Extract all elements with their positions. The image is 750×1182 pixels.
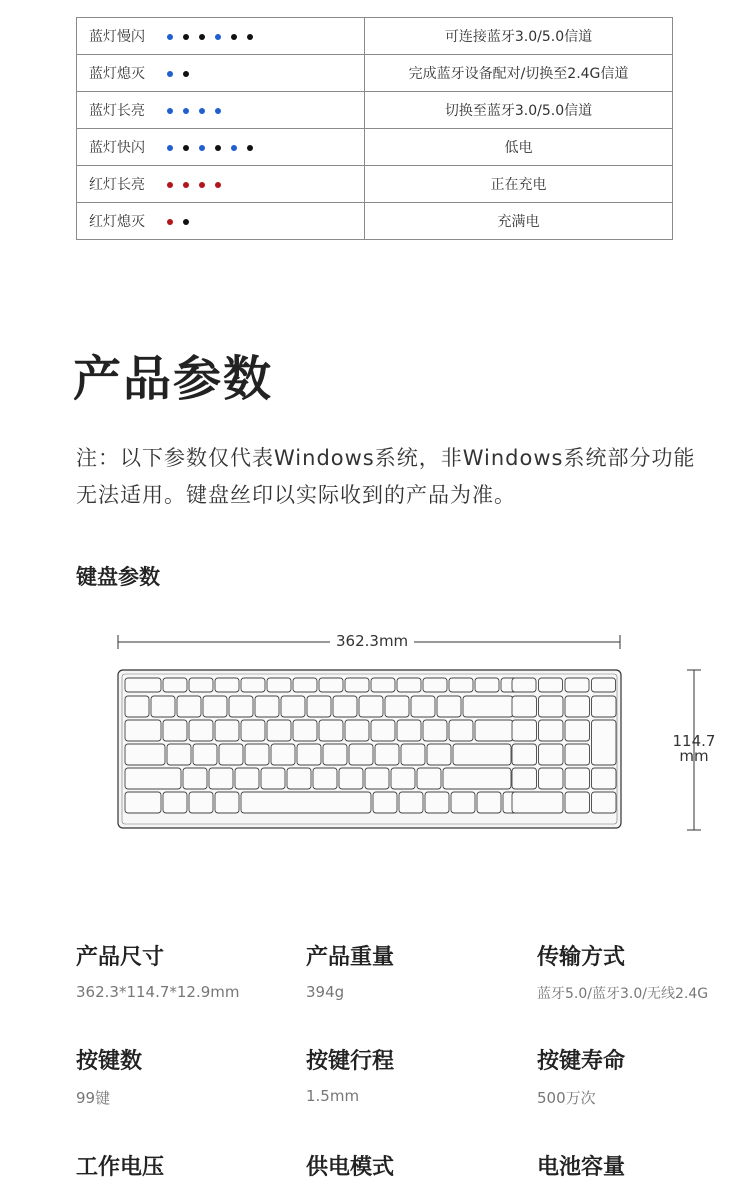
spec-label-key-travel: 按键行程 [306,1049,395,1074]
keyboard-key [427,744,451,765]
keyboard-key [245,744,269,765]
keyboard-key [203,696,227,717]
indicator-dot [167,219,173,225]
keyboard-key [385,696,409,717]
keyboard-key [215,678,239,692]
keyboard-key [281,696,305,717]
keyboard-key [209,768,233,789]
spec-value-key-count: 99键 [76,1089,111,1107]
keyboard-key [345,720,369,741]
keyboard-key [475,678,499,692]
indicator-dot [247,145,253,151]
spec-value-weight: 394g [306,983,345,1001]
keyboard-key [565,720,590,741]
indicator-dot [199,34,205,40]
keyboard-key [397,720,421,741]
keyboard-key [423,720,447,741]
keyboard-key [193,744,217,765]
keyboard-key [183,768,207,789]
keyboard-key [177,696,201,717]
indicator-dot [183,108,189,114]
keyboard-key [167,744,191,765]
keyboard-keys [125,678,616,813]
indicator-dot [167,108,173,114]
indicator-dot [231,34,237,40]
keyboard-key [267,678,291,692]
keyboard-key [592,720,617,765]
keyboard-key [241,720,265,741]
keyboard-specs-title: 键盘参数 [76,565,160,589]
keyboard-key [449,678,473,692]
indicator-dot [199,145,205,151]
keyboard-key [565,768,590,789]
spec-value-size: 362.3*114.7*12.9mm [76,983,240,1001]
keyboard-key [477,792,501,813]
indicator-status-table [76,17,673,240]
section-title: 产品参数 [73,351,274,407]
keyboard-key [163,720,187,741]
light-meaning-label: 可连接蓝牙3.0/5.0信道 [365,18,673,55]
keyboard-key [565,678,589,692]
keyboard-key [371,720,395,741]
keyboard-key [219,744,243,765]
keyboard-key [359,696,383,717]
keyboard-height-label: 114.7 mm [672,732,716,765]
keyboard-key [125,696,149,717]
keyboard-key [349,744,373,765]
keyboard-key [163,792,187,813]
light-state-label: 红灯长亮 [89,177,145,193]
indicator-dots [167,177,231,193]
spec-label-voltage: 工作电压 [76,1155,165,1180]
keyboard-key [307,696,331,717]
keyboard-key [512,768,537,789]
keyboard-key [313,768,337,789]
spec-label-weight: 产品重量 [306,945,395,970]
light-state-label: 蓝灯慢闪 [89,29,145,45]
table-row [77,92,673,129]
indicator-dots [167,29,263,45]
keyboard-key [323,744,347,765]
keyboard-key [345,678,369,692]
spec-value-key-travel: 1.5mm [306,1087,360,1105]
spec-value-key-life: 500万次 [537,1089,596,1107]
table-row [77,203,673,240]
keyboard-key [293,678,317,692]
indicator-dot [167,182,173,188]
keyboard-key [512,678,536,692]
keyboard-key [151,696,175,717]
keyboard-key [565,696,590,717]
keyboard-key [425,792,449,813]
disclaimer-note: 注：以下参数仅代表Windows系统，非Windows系统部分功能无法适用。键盘丝印以实际收到的产品为准。 [76,446,696,507]
keyboard-key [401,744,425,765]
keyboard-key [453,744,511,765]
indicator-dot [215,34,221,40]
keyboard-key [512,696,537,717]
keyboard-key [125,744,165,765]
indicator-dots [167,103,231,119]
keyboard-key [592,696,617,717]
indicator-dots [167,214,199,230]
table-row [77,129,673,166]
indicator-dot [215,145,221,151]
keyboard-key [411,696,435,717]
keyboard-key [125,720,161,741]
keyboard-key [417,768,441,789]
keyboard-key [241,792,371,813]
keyboard-key [235,768,259,789]
indicator-dot [167,71,173,77]
keyboard-key [333,696,357,717]
indicator-dot [183,145,189,151]
keyboard-key [539,744,564,765]
keyboard-key [463,696,513,717]
keyboard-key [512,720,537,741]
indicator-dot [183,34,189,40]
spec-label-key-life: 按键寿命 [537,1049,626,1074]
keyboard-width-label: 362.3mm [330,632,414,650]
indicator-dot [199,108,205,114]
keyboard-key [125,678,161,692]
spec-label-key-count: 按键数 [76,1049,143,1074]
keyboard-key [163,678,187,692]
keyboard-key [592,768,617,789]
keyboard-key [189,720,213,741]
keyboard-key [539,720,564,741]
indicator-dot [183,219,189,225]
keyboard-key [443,768,511,789]
spec-label-transmission: 传输方式 [537,945,626,970]
indicator-dots [167,140,263,156]
keyboard-key [565,792,590,813]
keyboard-key [539,678,563,692]
spec-label-power-mode: 供电模式 [306,1155,395,1180]
spec-label-size: 产品尺寸 [76,945,165,970]
indicator-dot [167,145,173,151]
keyboard-key [319,678,343,692]
keyboard-key [339,768,363,789]
light-state-label: 蓝灯快闪 [89,140,145,156]
indicator-dot [215,182,221,188]
light-meaning-label: 充满电 [365,203,673,240]
keyboard-key [451,792,475,813]
keyboard-key [565,744,590,765]
keyboard-key [512,744,537,765]
table-row [77,55,673,92]
keyboard-key [189,678,213,692]
keyboard-key [189,792,213,813]
light-meaning-label: 正在充电 [365,166,673,203]
keyboard-key [261,768,285,789]
indicator-dot [215,108,221,114]
keyboard-key [539,768,564,789]
keyboard-key [293,720,317,741]
keyboard-key [397,678,421,692]
keyboard-key [229,696,253,717]
keyboard-key [399,792,423,813]
table-row [77,166,673,203]
keyboard-key [512,792,563,813]
keyboard-key [375,744,399,765]
keyboard-key [215,720,239,741]
light-state-label: 红灯熄灭 [89,214,145,230]
keyboard-key [371,678,395,692]
spec-value-transmission: 蓝牙5.0/蓝牙3.0/无线2.4G [537,986,709,1002]
indicator-dot [183,71,189,77]
indicator-dots [167,66,199,82]
keyboard-key [437,696,461,717]
keyboard-key [319,720,343,741]
indicator-dot [247,34,253,40]
keyboard-key [365,768,389,789]
keyboard-key [539,696,564,717]
indicator-dot [199,182,205,188]
light-state-label: 蓝灯长亮 [89,103,145,119]
indicator-dot [167,34,173,40]
keyboard-key [267,720,291,741]
keyboard-key [125,768,181,789]
keyboard-key [241,678,265,692]
light-state-label: 蓝灯熄灭 [89,66,145,82]
keyboard-diagram [110,630,720,835]
indicator-dot [231,145,237,151]
table-row [77,18,673,55]
keyboard-key [287,768,311,789]
keyboard-key [373,792,397,813]
spec-label-battery: 电池容量 [537,1155,626,1180]
keyboard-key [592,792,617,813]
keyboard-key [449,720,473,741]
keyboard-key [215,792,239,813]
keyboard-key [125,792,161,813]
light-meaning-label: 低电 [365,129,673,166]
keyboard-key [297,744,321,765]
light-meaning-label: 完成蓝牙设备配对/切换至2.4G信道 [365,55,673,92]
keyboard-key [423,678,447,692]
keyboard-key [592,678,616,692]
keyboard-key [391,768,415,789]
keyboard-key [271,744,295,765]
keyboard-key [475,720,513,741]
indicator-dot [183,182,189,188]
keyboard-key [255,696,279,717]
light-meaning-label: 切换至蓝牙3.0/5.0信道 [365,92,673,129]
